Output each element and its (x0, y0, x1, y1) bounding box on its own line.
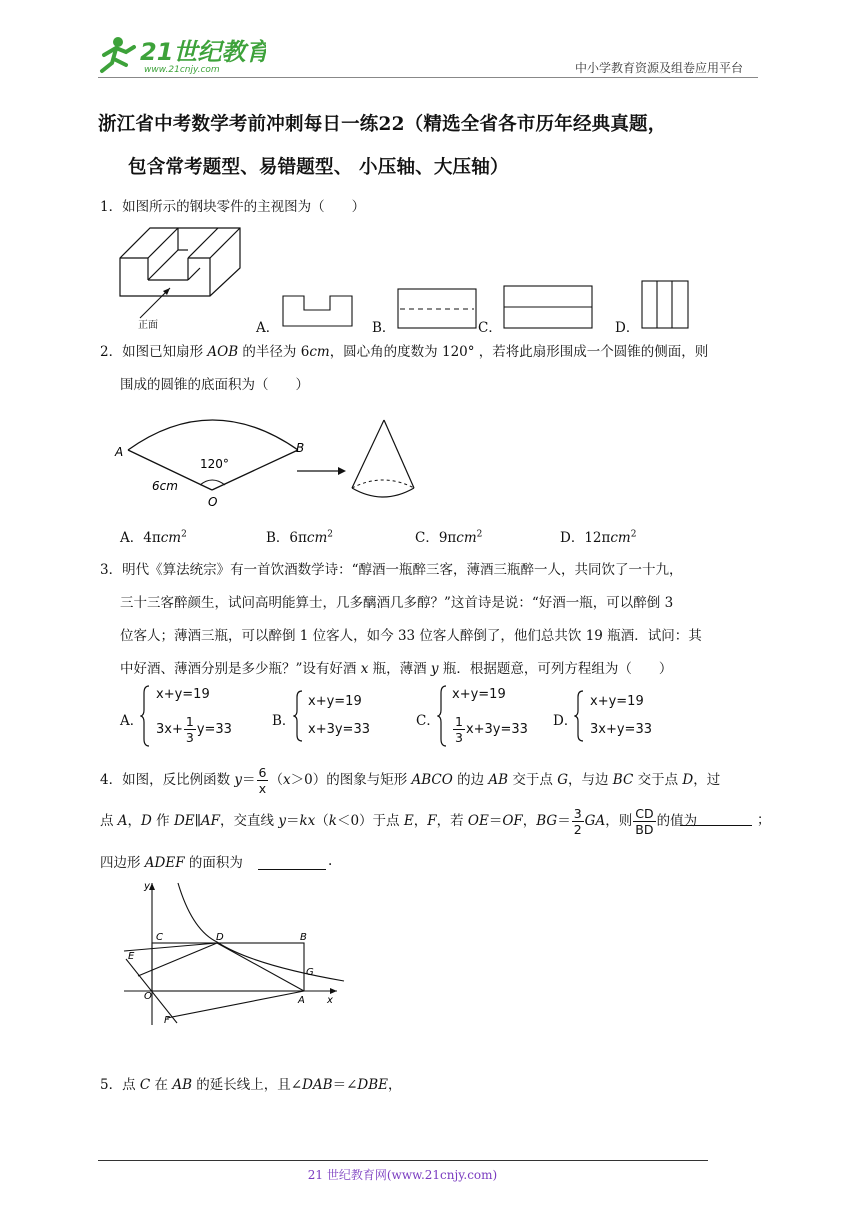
sector-label-b: B (296, 441, 305, 455)
runner-logo-icon (96, 33, 266, 75)
sector-radius: 6cm (152, 479, 178, 493)
q3-eq-a1: x+y=19 (156, 687, 210, 702)
doc-title-line1: 浙江省中考数学考前冲刺每日一练22（精选全省各市历年经典真题， (98, 114, 667, 135)
q4-stem-line1: 4．如图，反比例函数 y＝ $\frac{6}{x}$ （x＞0）的图象与矩形 ABCO 的边 AB 交于点 G，与边 BC 交于点 D，过 (100, 765, 721, 796)
point-e-label: E (128, 951, 135, 962)
axis-y-label: y (144, 881, 150, 892)
footer-link[interactable]: 21 世纪教育网(www.21cnjy.com) (307, 1168, 498, 1182)
q3-eq-c1: x+y=19 (452, 687, 506, 702)
sector-angle: 120° (200, 457, 229, 471)
point-d-label: D (216, 932, 224, 943)
axis-x-label: x (327, 995, 333, 1006)
q5-stem: 5．点 C 在 AB 的延长线上，且∠DAB＝∠DBE， (100, 1077, 402, 1093)
point-a-label: A (298, 995, 305, 1006)
q1-option-d[interactable]: D． (615, 320, 640, 336)
q1-option-a-figure (282, 294, 354, 328)
q2-option-d[interactable]: D．12πcm$^2$ (560, 529, 637, 546)
q3-eq-d2: 3x+y=33 (590, 722, 652, 737)
point-f-label: F (164, 1015, 170, 1026)
q3-stem-line4: 中好酒、薄酒分别是多少瓶？”设有好酒 x 瓶，薄酒 y 瓶．根据题意，可列方程组为（ ） (120, 661, 673, 677)
sector-label-o: O (208, 495, 218, 509)
header-divider (98, 77, 758, 78)
q1-option-d-figure (641, 280, 689, 330)
doc-title-line2: 包含常考题型、易错题型、 小压轴、大压轴） (128, 157, 509, 178)
q4-line2-end: ； (757, 812, 771, 828)
q3-stem-line2: 三十三客醉颜生，试问高明能算士，几多醨酒几多醇？”这首诗是说：“好酒一瓶，可以醉倒 3 (120, 595, 674, 611)
q4-line3-end: . (328, 853, 333, 869)
q3-option-b[interactable]: B． (272, 713, 296, 729)
sector-label-a: A (115, 445, 124, 459)
q3-option-a[interactable]: A． (120, 713, 144, 729)
q2-option-b[interactable]: B．6πcm$^2$ (266, 529, 333, 546)
q3-brace-c-icon (437, 685, 447, 747)
q4-coordinate-figure (112, 875, 352, 1030)
q2-sector-cone-figure (112, 410, 432, 515)
point-o-label: O (144, 991, 152, 1002)
q3-brace-a-icon (140, 685, 150, 747)
q3-stem-line1: 3．明代《算法统宗》有一首饮酒数学诗：“醇酒一瓶醉三客，薄酒三瓶醉一人，共同饮了一十九， (100, 562, 683, 578)
platform-name: 中小学教育资源及组卷应用平台 (575, 61, 744, 75)
q3-option-d[interactable]: D． (553, 713, 578, 729)
q1-steel-block-figure (110, 218, 255, 333)
q1-option-a[interactable]: A． (256, 320, 280, 336)
q3-eq-b1: x+y=19 (308, 694, 362, 709)
q1-option-b-figure (397, 288, 477, 330)
q4-answer-blank-2[interactable] (258, 855, 326, 870)
q3-stem-line3: 位客人；薄酒三瓶，可以醉倒 1 位客人，如今 33 位客人醉倒了，他们总共饮 19 瓶酒．试问：其 (120, 628, 702, 644)
point-c-label: C (156, 932, 163, 943)
q1-option-c[interactable]: C． (478, 320, 502, 336)
q2-option-a[interactable]: A．4πcm$^2$ (120, 529, 187, 546)
q3-eq-c2: $\frac{1}{3}$ x+3y=33 (455, 714, 528, 745)
q4-answer-blank-1[interactable] (680, 811, 752, 826)
q3-brace-b-icon (293, 690, 303, 742)
q3-brace-d-icon (574, 690, 584, 742)
site-logo (96, 33, 266, 75)
q2-option-c[interactable]: C．9πcm$^2$ (415, 529, 483, 546)
front-label: 正面 (138, 320, 158, 331)
q3-eq-a2: 3x+ $\frac{1}{3}$ y=33 (156, 714, 232, 745)
q1-option-c-figure (503, 285, 593, 330)
q3-eq-d1: x+y=19 (590, 694, 644, 709)
point-b-label: B (300, 932, 307, 943)
q2-stem-line2: 围成的圆锥的底面积为（ ） (120, 377, 309, 393)
point-g-label: G (306, 967, 314, 978)
q1-option-b[interactable]: B． (372, 320, 396, 336)
logo-main-text: 21世纪教育 (140, 38, 266, 66)
q3-eq-b2: x+3y=33 (308, 722, 370, 737)
logo-url-text: www.21cnjy.com (144, 65, 220, 75)
q1-stem: 1．如图所示的钢块零件的主视图为（ ） (100, 199, 366, 215)
footer-divider (98, 1160, 708, 1161)
q3-option-c[interactable]: C． (416, 713, 440, 729)
q2-stem-line1: 2．如图已知扇形 AOB 的半径为 6cm，圆心角的度数为 120° ，若将此扇形围成一个圆锥的侧面，则 (100, 344, 709, 360)
q4-stem-line2: 点 A，D 作 DE∥AF，交直线 y＝kx（k＜0）于点 E，F，若 OE＝OF，BG＝ $\frac{3}{2}$ GA，则 $\frac{CD}{BD}$ 的值为 (100, 806, 698, 837)
q4-stem-line3: 四边形 ADEF 的面积为 (100, 855, 243, 871)
